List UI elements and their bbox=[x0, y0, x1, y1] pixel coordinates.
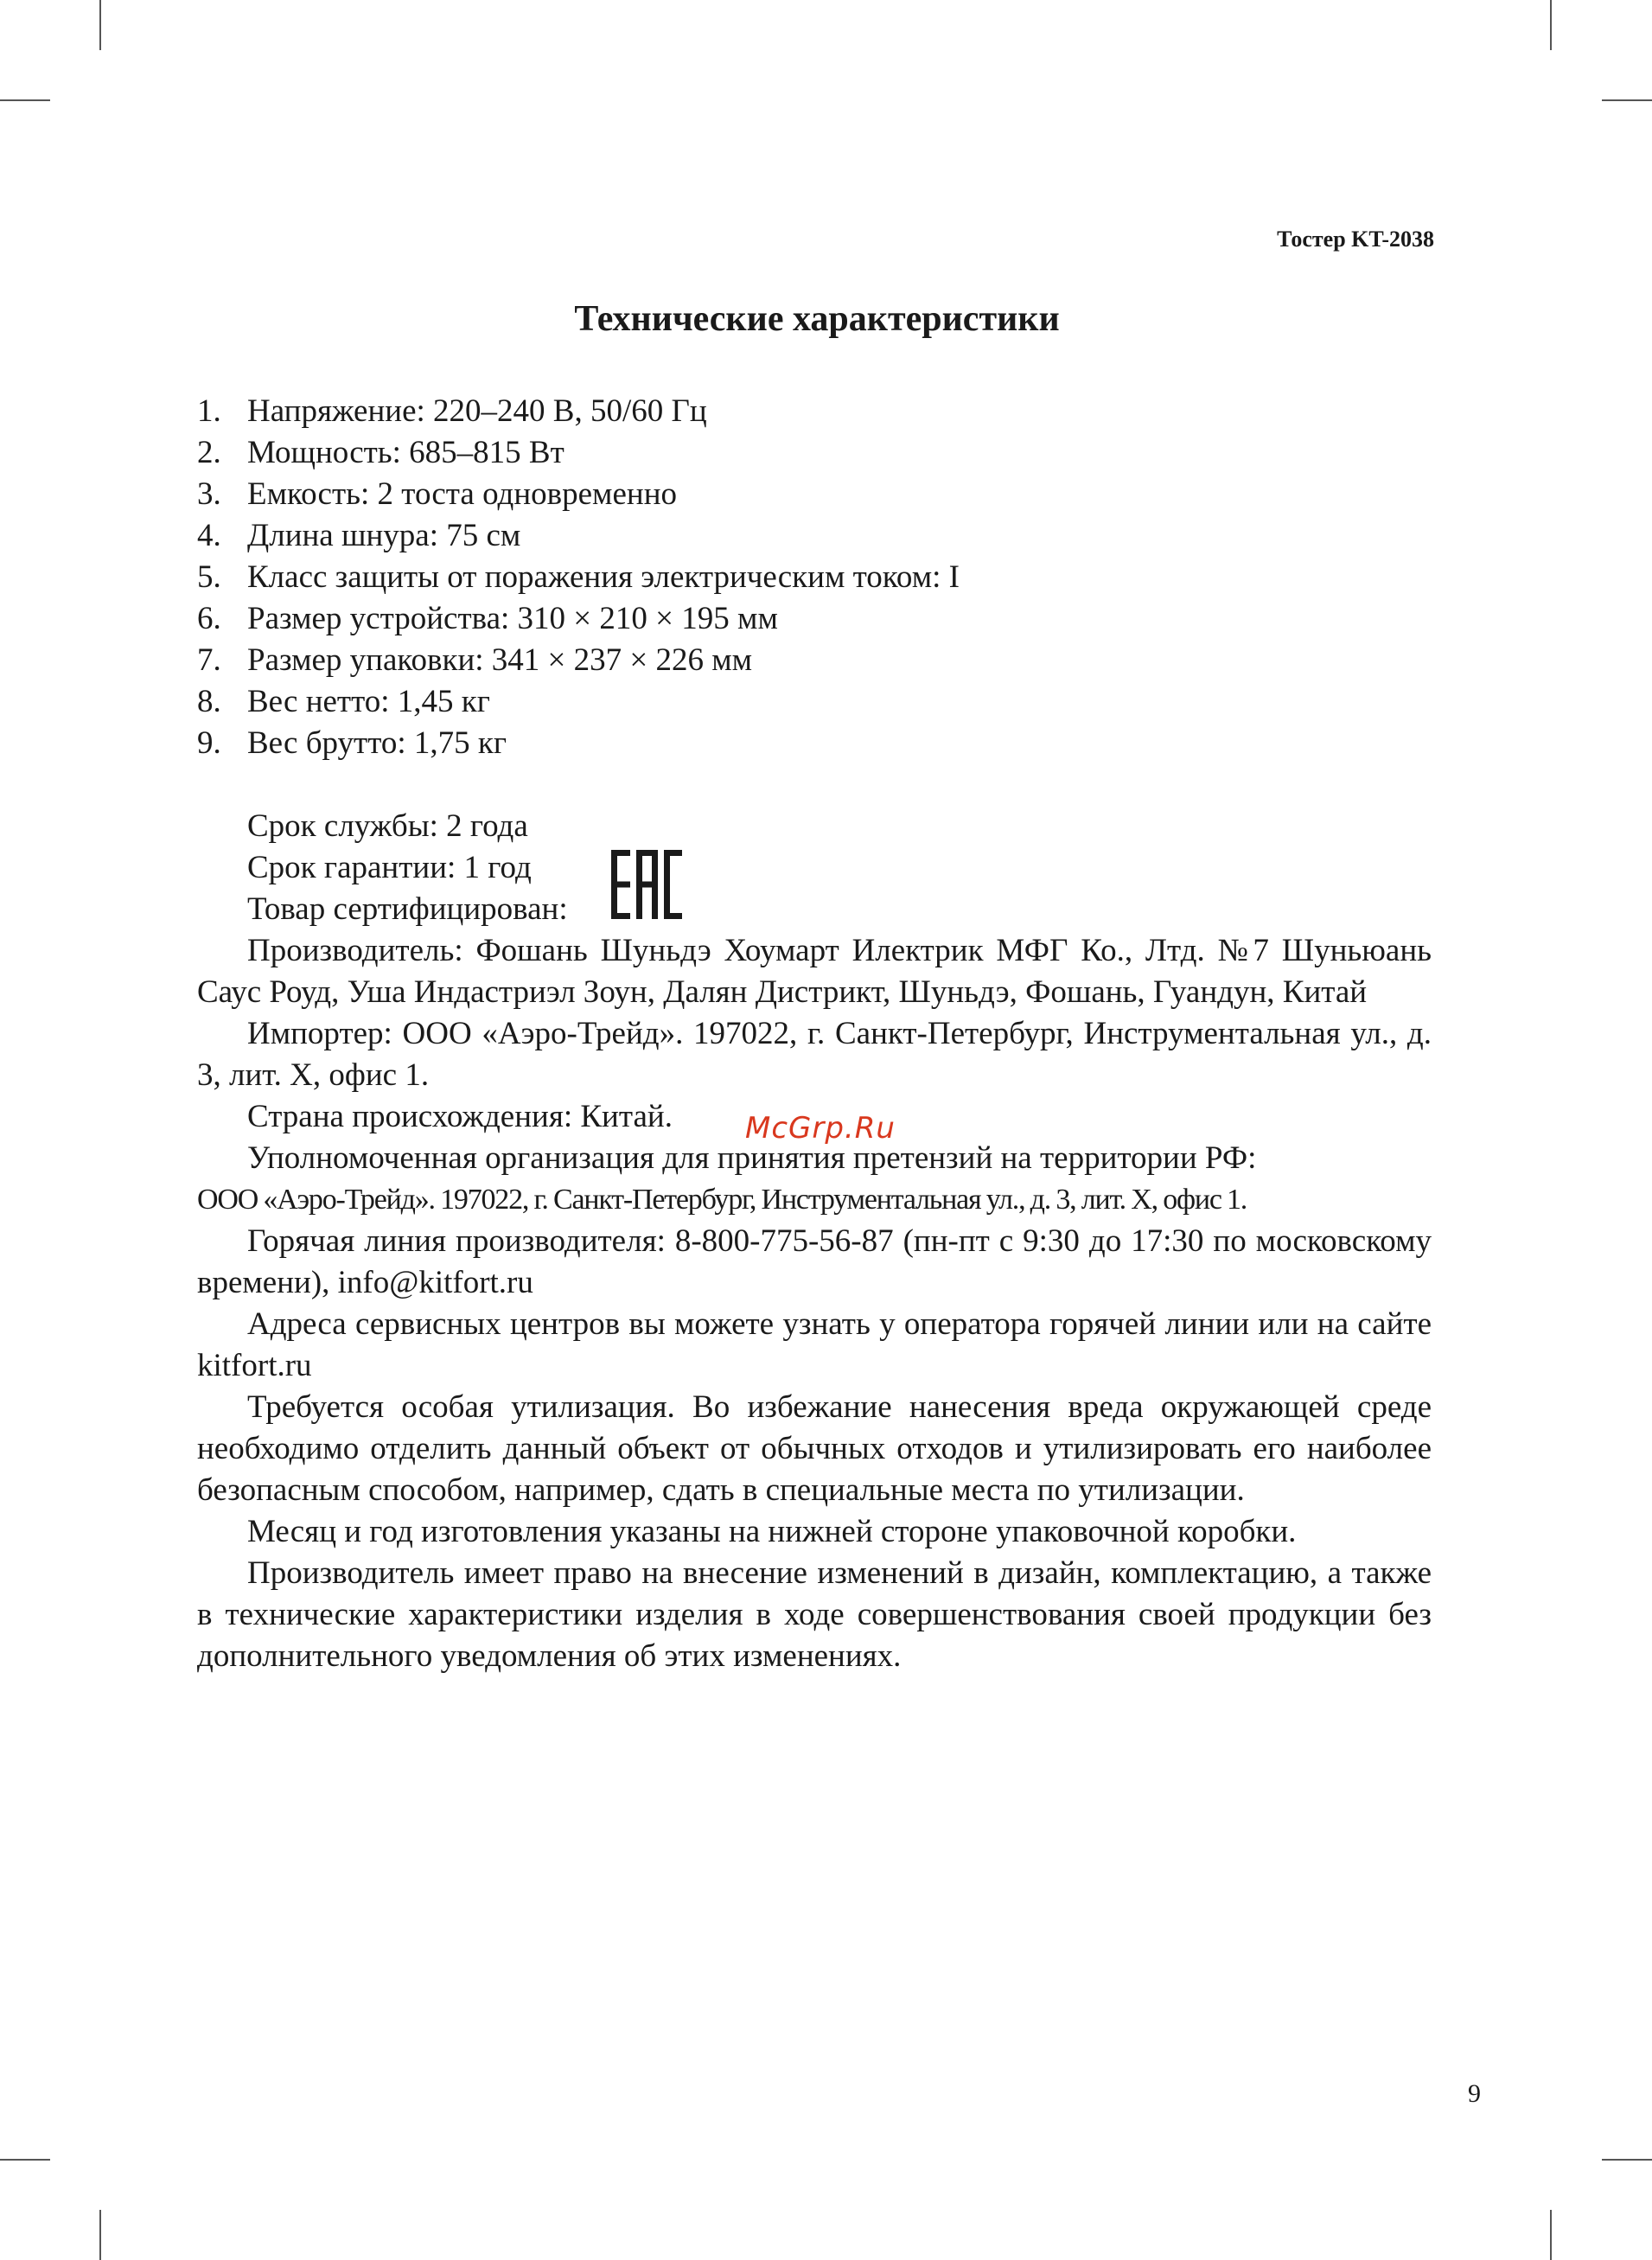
certified-label: Товар сертифицирован: bbox=[247, 891, 568, 927]
hotline: Горячая линия производителя: 8-800-775-56-87 (пн-пт с 9:30 до 17:30 по московскому времени), info@kitfort.ru bbox=[197, 1223, 1432, 1300]
origin: Страна происхождения: Китай. bbox=[247, 1099, 673, 1134]
authorized-org-address: ООО «Аэро-Трейд». 197022, г. Санкт-Петербург, Инструментальная ул., д. 3, лит. Х, офис 1. bbox=[197, 1184, 1247, 1216]
watermark-text: McGrp.Ru bbox=[745, 1111, 896, 1146]
manufacturer: Производитель: Фошань Шуньдэ Хоумарт Илектрик МФГ Ко., Лтд. №7 Шуньюань Саус Роуд, Уша Индастриэл Зоун, Далян Дистрикт, Шуньдэ, Фошань, Гуандун, Китай bbox=[197, 933, 1432, 1010]
spec-text: Класс защиты от поражения электрическим током: I bbox=[247, 559, 960, 595]
spec-item bbox=[197, 557, 960, 598]
spec-item bbox=[197, 681, 960, 723]
importer: Импортер: ООО «Аэро-Трейд». 197022, г. Санкт-Петербург, Инструментальная ул., д. 3, лит. Х, офис 1. bbox=[197, 1016, 1432, 1093]
eac-certification-icon bbox=[611, 850, 682, 919]
page-title: Технические характеристики bbox=[574, 299, 1060, 339]
spec-text: Емкость: 2 тоста одновременно bbox=[247, 476, 677, 512]
spec-item bbox=[197, 598, 960, 640]
service-life: Срок службы: 2 года bbox=[247, 808, 528, 844]
spec-item bbox=[197, 723, 960, 764]
spec-item bbox=[197, 432, 960, 474]
disposal-notice: Требуется особая утилизация. Во избежание нанесения вреда окружающей среде необходимо отделить данный объект от обычных отходов и утилизировать его наиболее безопасным способом, например, сдать в специальные места по утилизации. bbox=[197, 1389, 1432, 1508]
page-number: 9 bbox=[1468, 2079, 1481, 2108]
spec-number: 8. bbox=[197, 684, 221, 719]
authorized-org: Уполномоченная организация для принятия претензий на территории РФ: bbox=[247, 1140, 1257, 1176]
changes-notice: Производитель имеет право на внесение изменений в дизайн, комплектацию, а также в технические характеристики изделия в ходе совершенствования своей продукции без дополнительного уведомления об этих изменениях. bbox=[197, 1555, 1432, 1674]
warranty: Срок гарантии: 1 год bbox=[247, 850, 532, 885]
spec-text: Размер упаковки: 341 × 237 × 226 мм bbox=[247, 642, 753, 678]
crop-mark bbox=[1550, 2210, 1552, 2260]
crop-mark bbox=[1602, 99, 1652, 101]
crop-mark bbox=[0, 2159, 50, 2161]
eac-mark-graphic bbox=[611, 850, 682, 919]
spec-number: 9. bbox=[197, 725, 221, 761]
crop-mark bbox=[99, 2210, 101, 2260]
spec-number: 4. bbox=[197, 518, 221, 553]
spec-item bbox=[197, 391, 960, 432]
spec-list bbox=[197, 391, 960, 764]
spec-number: 5. bbox=[197, 559, 221, 595]
spec-number: 2. bbox=[197, 435, 221, 470]
service-centers: Адреса сервисных центров вы можете узнать у оператора горячей линии или на сайте kitfort.ru bbox=[197, 1306, 1432, 1383]
spec-text: Вес нетто: 1,45 кг bbox=[247, 684, 490, 719]
spec-text: Длина шнура: 75 см bbox=[247, 518, 521, 553]
crop-mark bbox=[0, 99, 50, 101]
spec-item bbox=[197, 640, 960, 681]
spec-item bbox=[197, 474, 960, 515]
manufacture-date: Месяц и год изготовления указаны на нижней стороне упаковочной коробки. bbox=[247, 1514, 1297, 1549]
spec-text: Размер устройства: 310 × 210 × 195 мм bbox=[247, 601, 778, 636]
crop-mark bbox=[1550, 0, 1552, 50]
info-section bbox=[197, 806, 1432, 1677]
spec-text: Вес брутто: 1,75 кг bbox=[247, 725, 507, 761]
spec-item bbox=[197, 515, 960, 557]
spec-number: 3. bbox=[197, 476, 221, 512]
running-header: Тостер KT-2038 bbox=[1277, 227, 1434, 252]
crop-mark bbox=[1602, 2159, 1652, 2161]
spec-number: 7. bbox=[197, 642, 221, 678]
spec-text: Напряжение: 220–240 В, 50/60 Гц bbox=[247, 393, 707, 429]
spec-number: 6. bbox=[197, 601, 221, 636]
spec-text: Мощность: 685–815 Вт bbox=[247, 435, 564, 470]
spec-number: 1. bbox=[197, 393, 221, 429]
crop-mark bbox=[99, 0, 101, 50]
